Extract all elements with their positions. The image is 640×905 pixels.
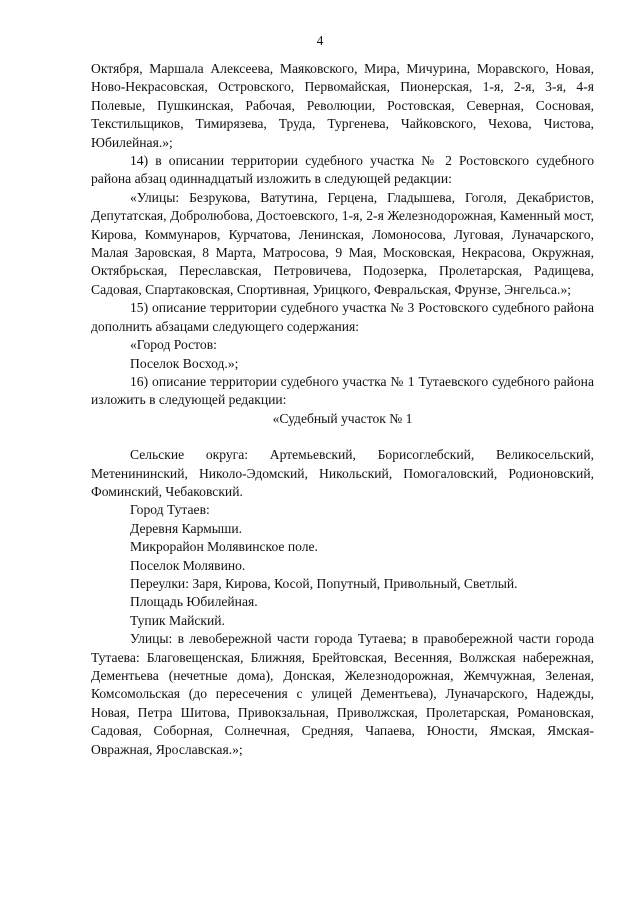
section-heading-court-site-1: «Судебный участок № 1 (272, 410, 413, 426)
paragraph-street-list-continuation: Октября, Маршала Алексеева, Маяковского, Мира, Мичурина, Моравского, Новая, Ново-Некрасовская, Островского, Первомайская, Пионерская, 1-я, 2-я, 3-я, 4-я Полевые, Пушкинская, Рабочая, Революции, Ростовская, Северная, Сосновая, Текстильщиков, Тимирязева, Труда, Тургенева, Чайковского, Чехова, Чистова, Юбилейная.»; (91, 61, 594, 150)
paragraph-lanes: Переулки: Заря, Кирова, Косой, Попутный, Привольный, Светлый. (130, 575, 518, 591)
paragraph-dead-end: Тупик Майский. (130, 612, 225, 628)
paragraph-city-rostov: «Город Ростов: (130, 337, 217, 353)
paragraph-rural-districts: Сельские округа: Артемьевский, Борисоглебский, Великосельский, Метенининский, Николо-Эдомский, Никольский, Помогаловский, Родионовский, Фоминский, Чебаковский. (91, 447, 594, 499)
paragraph-square: Площадь Юбилейная. (130, 594, 258, 610)
document-body (91, 60, 594, 759)
paragraph-item-14: 14) в описании территории судебного участка № 2 Ростовского судебного района абзац одиннадцатый изложить в следующей редакции: (91, 153, 594, 187)
paragraph-city-tutaev: Город Тутаев: (130, 502, 210, 518)
blank-line (91, 428, 594, 446)
paragraph-molyavino: Поселок Молявино. (130, 557, 246, 573)
paragraph-streets-rostov-2: «Улицы: Безрукова, Ватутина, Герцена, Гладышева, Гоголя, Декабристов, Депутатская, Добролюбова, Достоевского, 1-я, 2-я Железнодорожная, Каменный мост, Кирова, Коммунаров, Курчатова, Ленинская, Ломоносова, Луговая, Луначарского, Малая Заровская, 8 Марта, Матросова, 9 Мая, Московская, Некрасова, Окружная, Октябрьская, Переславская, Петровичева, Подозерка, Пролетарская, Радищева, Садовая, Спартаковская, Спортивная, Урицкого, Февральская, Фрунзе, Энгельса.»; (91, 189, 594, 297)
paragraph-streets-tutaev: Улицы: в левобережной части города Тутаева; в правобережной части города Тутаева: Благовещенская, Ближняя, Брейтовская, Весенняя, Волжская набережная, Дементьева (нечетные дома), Донская, Железнодорожная, Жемчужная, Зеленая, Комсомольская (до пересечения с улицей Дементьева), Луначарского, Надежды, Новая, Петра Шитова, Привокзальная, Приволжская, Пролетарская, Романовская, Садовая, Соборная, Солнечная, Средняя, Чапаева, Юности, Ямская, Ямская-Овражная, Ярославская.»; (91, 631, 594, 757)
page-number: 4 (316, 33, 324, 48)
paragraph-voskhod: Поселок Восход.»; (130, 355, 239, 371)
paragraph-village-karmyshi: Деревня Кармыши. (130, 520, 243, 536)
paragraph-item-16: 16) описание территории судебного участка № 1 Тутаевского судебного района изложить в следующей редакции: (91, 373, 594, 408)
paragraph-item-15: 15) описание территории судебного участка № 3 Ростовского судебного района дополнить абзацами следующего содержания: (91, 300, 594, 334)
paragraph-microdistrict: Микрорайон Молявинское поле. (130, 539, 318, 555)
